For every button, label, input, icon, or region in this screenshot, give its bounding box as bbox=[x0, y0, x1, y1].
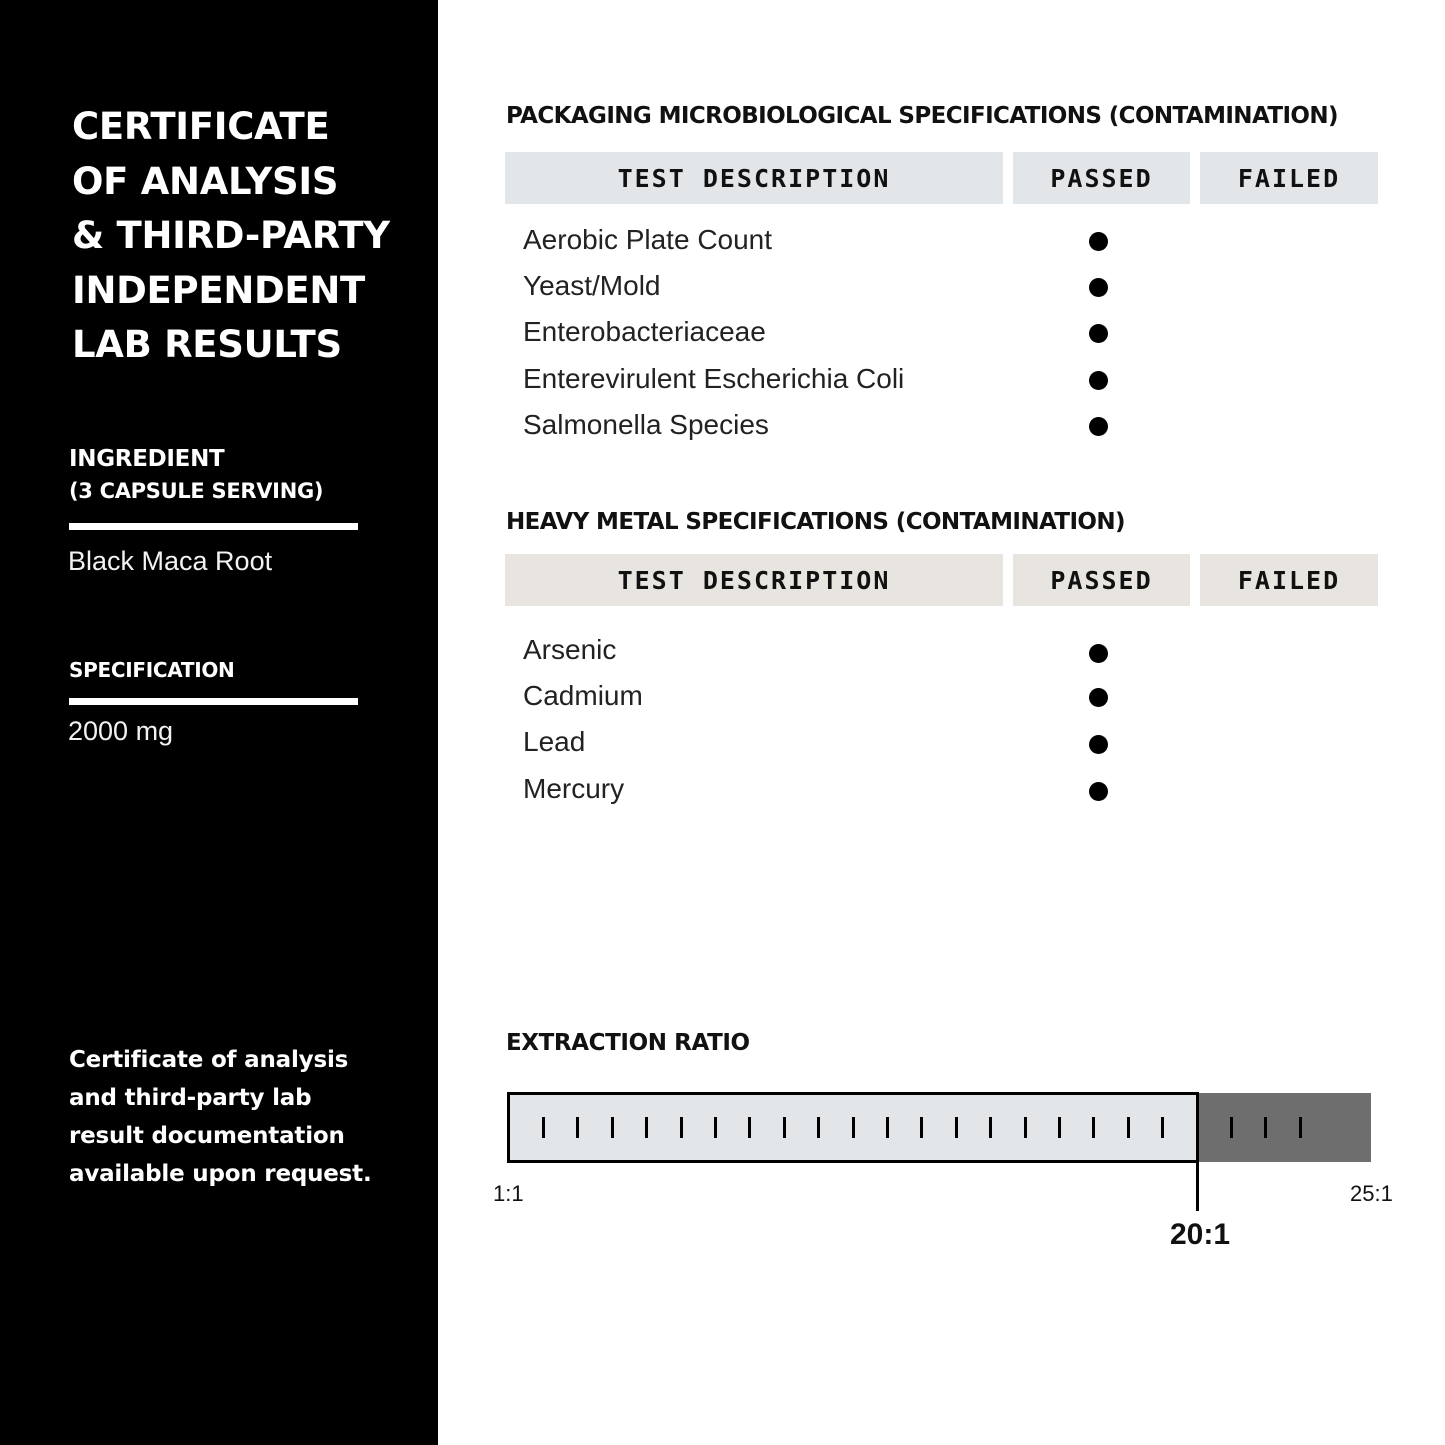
table-row bbox=[523, 402, 1383, 448]
title-line: LAB RESULTS bbox=[72, 323, 342, 366]
passed-dot-icon bbox=[1089, 417, 1108, 436]
table-row bbox=[523, 627, 1383, 673]
gauge-tick bbox=[886, 1117, 889, 1138]
gauge-tick bbox=[920, 1117, 923, 1138]
microbiological-section-title: PACKAGING MICROBIOLOGICAL SPECIFICATIONS (CONTAMINATION) bbox=[506, 103, 1338, 129]
test-name: Yeast/Mold bbox=[523, 270, 661, 302]
column-header-failed: FAILED bbox=[1200, 152, 1378, 204]
gauge-tick bbox=[542, 1117, 545, 1138]
specification-value: 2000 mg bbox=[68, 716, 174, 746]
test-name: Mercury bbox=[523, 772, 625, 804]
table-row bbox=[523, 263, 1383, 309]
title-line: CERTIFICATE bbox=[72, 105, 330, 148]
specification-divider bbox=[69, 698, 358, 705]
passed-dot-icon bbox=[1089, 232, 1108, 251]
gauge-tick bbox=[1161, 1117, 1164, 1138]
gauge-tick bbox=[783, 1117, 786, 1138]
title-line: & THIRD-PARTY bbox=[72, 214, 390, 257]
passed-dot-icon bbox=[1089, 644, 1108, 663]
gauge-tick bbox=[1024, 1117, 1027, 1138]
ingredient-label bbox=[69, 443, 323, 507]
test-name: Arsenic bbox=[523, 634, 617, 665]
gauge-tick bbox=[817, 1117, 820, 1138]
specification-label: SPECIFICATION bbox=[69, 658, 235, 682]
microbiological-table-body bbox=[523, 217, 1383, 448]
gauge-tick bbox=[645, 1117, 648, 1138]
passed-dot-icon bbox=[1089, 278, 1108, 297]
gauge-tick bbox=[1058, 1117, 1061, 1138]
gauge-tick bbox=[714, 1117, 717, 1138]
ratio-max-label: 25:1 bbox=[1350, 1181, 1393, 1206]
ratio-current-label: 20:1 bbox=[1170, 1218, 1231, 1251]
test-name: Enterevirulent Escherichia Coli bbox=[523, 362, 905, 394]
title-line: INDEPENDENT bbox=[72, 268, 365, 312]
microbiological-table-header bbox=[505, 152, 1378, 204]
table-row bbox=[523, 309, 1383, 355]
passed-dot-icon bbox=[1089, 324, 1108, 343]
test-name: Salmonella Species bbox=[523, 408, 769, 440]
passed-dot-icon bbox=[1089, 735, 1108, 754]
gauge-tick bbox=[1092, 1117, 1095, 1138]
availability-note bbox=[69, 1041, 372, 1193]
table-row bbox=[523, 673, 1383, 719]
ingredient-label-line1: INGREDIENT bbox=[69, 446, 225, 472]
note-line: and third-party lab bbox=[69, 1085, 312, 1111]
column-header-test-description: TEST DESCRIPTION bbox=[505, 152, 1003, 204]
table-row bbox=[523, 766, 1383, 812]
gauge-tick bbox=[748, 1117, 751, 1138]
column-header-failed: FAILED bbox=[1200, 554, 1378, 606]
test-name: Lead bbox=[523, 726, 586, 758]
current-ratio-marker bbox=[1196, 1092, 1199, 1211]
gauge-tick bbox=[1299, 1117, 1302, 1138]
note-line: available upon request. bbox=[69, 1161, 372, 1187]
note-line: Certificate of analysis bbox=[69, 1047, 349, 1073]
gauge-tick bbox=[611, 1117, 614, 1138]
ratio-min-label: 1:1 bbox=[493, 1181, 524, 1206]
extraction-ratio-title: EXTRACTION RATIO bbox=[506, 1030, 750, 1056]
page-title bbox=[72, 100, 390, 373]
table-row bbox=[523, 356, 1383, 402]
ingredient-divider bbox=[69, 523, 358, 530]
gauge-tick bbox=[576, 1117, 579, 1138]
heavy-metal-table-body bbox=[523, 627, 1383, 812]
ingredient-label-line2: (3 CAPSULE SERVING) bbox=[69, 479, 324, 503]
gauge-tick bbox=[989, 1117, 992, 1138]
ratio-remaining-segment bbox=[1199, 1093, 1371, 1162]
gauge-tick bbox=[1127, 1117, 1130, 1138]
gauge-tick bbox=[680, 1117, 683, 1138]
gauge-tick bbox=[1264, 1117, 1267, 1138]
gauge-tick bbox=[1230, 1117, 1233, 1138]
heavy-metal-section-title: HEAVY METAL SPECIFICATIONS (CONTAMINATION) bbox=[506, 509, 1125, 535]
heavy-metal-table-header bbox=[505, 554, 1378, 606]
test-name: Cadmium bbox=[523, 680, 643, 712]
gauge-tick bbox=[852, 1117, 855, 1138]
passed-dot-icon bbox=[1089, 371, 1108, 390]
table-row bbox=[523, 217, 1383, 263]
passed-dot-icon bbox=[1089, 782, 1108, 801]
test-name: Enterobacteriaceae bbox=[523, 316, 766, 348]
sidebar-panel bbox=[0, 0, 438, 1445]
column-header-passed: PASSED bbox=[1013, 152, 1190, 204]
passed-dot-icon bbox=[1089, 688, 1108, 707]
column-header-test-description: TEST DESCRIPTION bbox=[505, 554, 1003, 606]
gauge-tick bbox=[955, 1117, 958, 1138]
title-line: OF ANALYSIS bbox=[72, 159, 339, 203]
column-header-passed: PASSED bbox=[1013, 554, 1190, 606]
ingredient-value: Black Maca Root bbox=[68, 546, 273, 576]
extraction-ratio-gauge bbox=[507, 1092, 1371, 1163]
table-row bbox=[523, 719, 1383, 765]
note-line: result documentation bbox=[69, 1123, 345, 1149]
test-name: Aerobic Plate Count bbox=[523, 224, 773, 255]
